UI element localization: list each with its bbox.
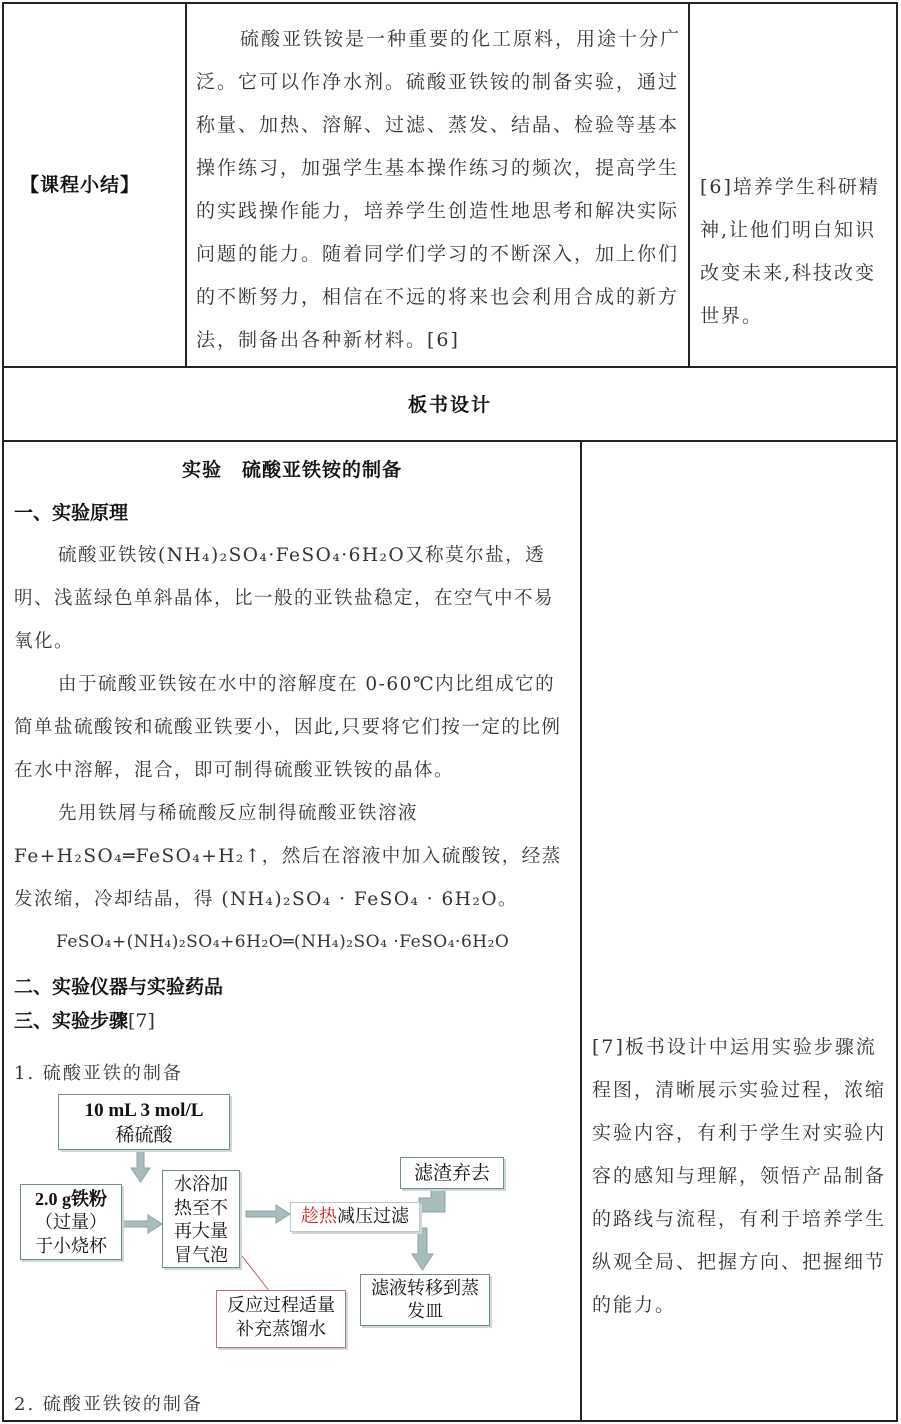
step-1-label: 1. 硫酸亚铁的制备: [14, 1063, 183, 1084]
table-border-right: [896, 2, 898, 1422]
flow-iron-line1: 2.0 g铁粉: [35, 1189, 107, 1209]
flow-box-filtrate: [360, 1274, 490, 1326]
flow-heat-line3: 再大量: [174, 1221, 228, 1242]
table-border-bottom: [2, 1420, 898, 1422]
reaction-equation: FeSO₄+(NH₄)₂SO₄+6H₂O═(NH₄)₂SO₄ ·FeSO₄·6H₂O: [56, 932, 510, 952]
flow-water-line1: 反应过程适量: [227, 1295, 335, 1316]
section-steps-ref: [7]: [128, 1010, 155, 1032]
flow-residue-text: 滤渣弃去: [413, 1162, 490, 1184]
principle-paragraph-2: 由于硫酸亚铁铵在水中的溶解度在 0-60℃内比组成它的简单盐硫酸铵和硫酸亚铁要小，因此,只要将它们按一定的比例在水中溶解，混合，即可制得硫酸亚铁铵的晶体。: [14, 674, 562, 781]
section-principle-heading: 一、实验原理: [14, 502, 129, 524]
table-col-divider-3: [580, 440, 582, 1422]
principle-paragraph-3: 先用铁屑与稀硫酸反应制得硫酸亚铁溶液 Fe+H₂SO₄═FeSO₄+H₂↑，然后在溶液中加入硫酸铵，经蒸发浓缩，冷却结晶，得 (NH₄)₂SO₄ · FeSO₄ · 6H₂O。: [14, 803, 562, 910]
section-steps-title: 三、实验步骤: [14, 1010, 129, 1032]
flow-filter-hot: 趁热: [301, 1206, 337, 1227]
step-2-label: 2. 硫酸亚铁铵的制备: [14, 1394, 203, 1415]
flow-box-residue: [400, 1157, 504, 1189]
summary-body: 硫酸亚铁铵是一种重要的化工原料，用途十分广泛。它可以作净水剂。硫酸亚铁铵的制备实验，通过称量、加热、溶解、过滤、蒸发、结晶、检验等基本操作练习，加强学生基本操作练习的频次，提高学生的实践操作能力，培养学生创造性地思考和解决实际问题的能力。随着同学们学习的不断深入，加上你们的不断努力，相信在不远的将来也会利用合成的新方法，制备出各种新材料。[6]: [196, 28, 682, 351]
flow-heat-line4: 冒气泡: [174, 1244, 228, 1266]
flow-acid-line2: 稀硫酸: [115, 1124, 173, 1146]
arrow-iron-right: [122, 1215, 162, 1233]
flow-filtrate-line2: 发皿: [407, 1301, 443, 1322]
arrow-heat-right: [246, 1205, 290, 1223]
flow-filter-rest: 减压过滤: [337, 1206, 409, 1227]
section-steps-heading: [14, 1006, 155, 1033]
flow-box-filter: [290, 1202, 420, 1232]
flow-acid-line1: 10 mL 3 mol/L: [84, 1100, 204, 1121]
table-col-divider-1: [185, 2, 187, 368]
table-border-top: [2, 2, 898, 4]
principle-paragraph-1: 硫酸亚铁铵(NH₄)₂SO₄·FeSO₄·6H₂O又称莫尔盐，透明、浅蓝绿色单斜晶体，比一般的亚铁盐稳定，在空气中不易氧化。: [14, 545, 555, 652]
flow-filtrate-line1: 滤液转移到蒸: [371, 1278, 479, 1299]
flow-box-water: [216, 1290, 346, 1348]
flow-heat-line2: 热至不: [174, 1197, 228, 1219]
summary-label: 【课程小结】: [20, 174, 141, 196]
flow-box-acid: [58, 1094, 230, 1150]
table-col-divider-2: [688, 2, 690, 368]
board-header: 板书设计: [407, 394, 492, 416]
flow-box-iron: [20, 1184, 122, 1260]
flow-iron-line3: 于小烧杯: [35, 1236, 107, 1257]
table-border-row1: [2, 366, 898, 368]
flow-water-line2: 补充蒸馏水: [236, 1319, 326, 1340]
flow-heat-line1: 水浴加: [174, 1174, 228, 1195]
board-note: [7]板书设计中运用实验步骤流程图，清晰展示实验过程，浓缩实验内容，有利于学生对实验内容的感知与理解，领悟产品制备的路线与流程，有利于培养学生纵观全局、把握方向、把握细节的能力。: [592, 1036, 887, 1316]
flow-box-heat: [162, 1170, 240, 1268]
arrow-filter-down: [412, 1228, 433, 1270]
arrow-acid-down: [131, 1150, 150, 1182]
flow-iron-line2: （过量）: [35, 1212, 107, 1233]
table-border-row2: [2, 440, 898, 442]
section-apparatus-heading: 二、实验仪器与实验药品: [14, 976, 224, 998]
board-title: 实验 硫酸亚铁铵的制备: [181, 459, 402, 481]
summary-note: [6]培养学生科研精神,让他们明白知识改变未来,科技改变世界。: [700, 176, 880, 327]
